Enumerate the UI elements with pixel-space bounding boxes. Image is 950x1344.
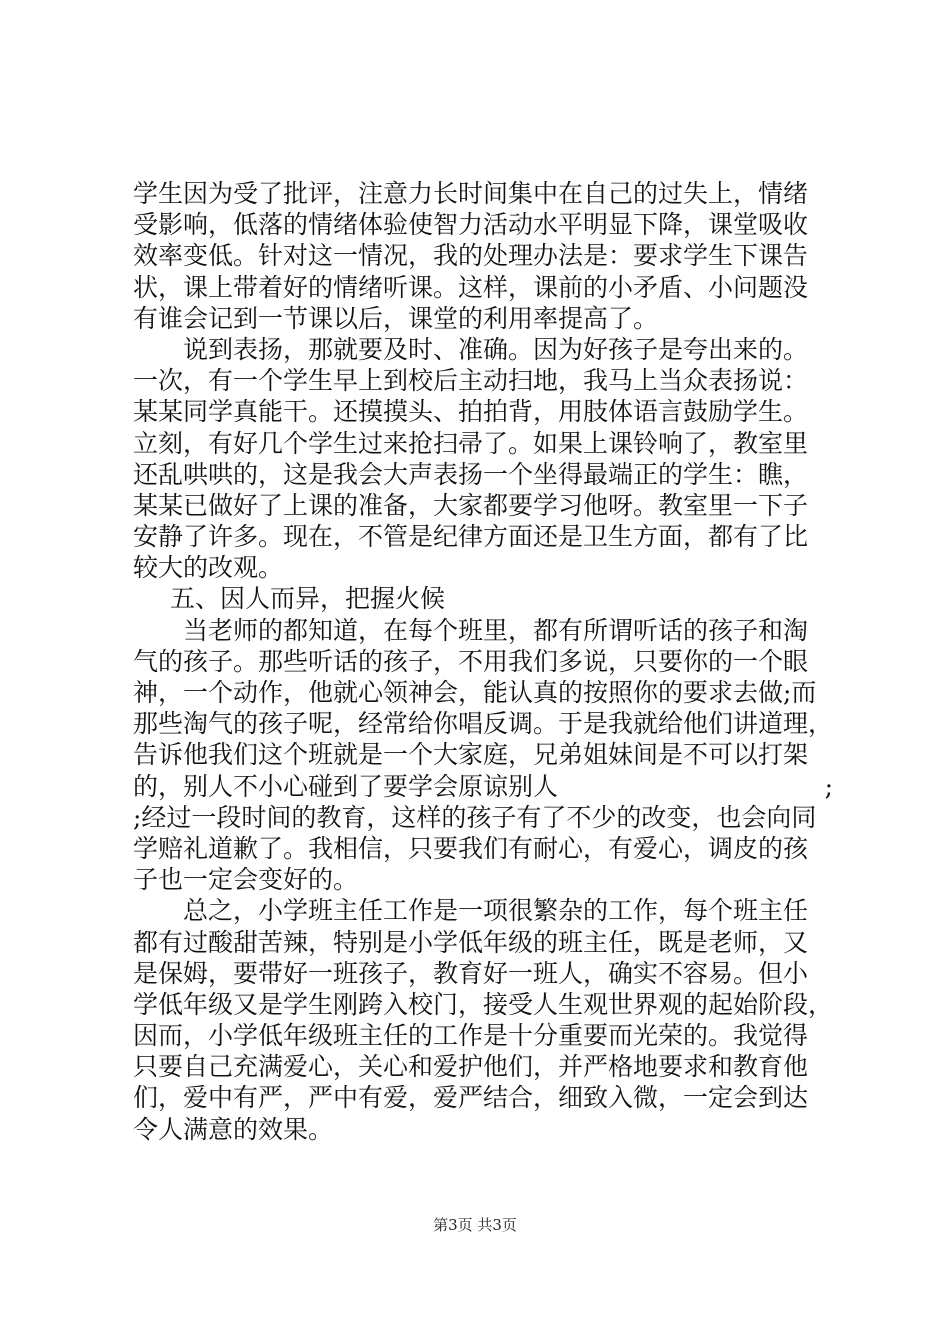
text-line: 有谁会记到一节课以后，课堂的利用率提高了。 [133, 303, 659, 333]
text-segment: ; [824, 771, 833, 801]
text-line: 立刻，有好几个学生过来抢扫帚了。如果上课铃响了，教室里 [133, 428, 809, 458]
text-line: 学低年级又是学生刚跨入校门，接受人生观世界观的起始阶段， [133, 989, 833, 1019]
page-footer [0, 1214, 950, 1235]
text-line: 只要自己充满爱心，关心和爱护他们，并严格地要求和教育他 [133, 1052, 809, 1082]
justified-line [133, 771, 833, 802]
text-line: 某某同学真能干。还摸摸头、拍拍背，用肢体语言鼓励学生。 [133, 397, 809, 427]
text-line: 效率变低。针对这一情况，我的处理办法是：要求学生下课告 [133, 241, 809, 271]
paragraph-start-line: 总之，小学班主任工作是一项很繁杂的工作，每个班主任 [183, 896, 809, 926]
text-line: 神，一个动作，他就心领神会，能认真的按照你的要求去做;而 [133, 678, 817, 707]
paragraph-start-line: 说到表扬，那就要及时、准确。因为好孩子是夸出来的。 [183, 334, 809, 364]
text-line: 因而，小学低年级班主任的工作是十分重要而光荣的。我觉得 [133, 1021, 809, 1051]
paragraph-start-line: 当老师的都知道，在每个班里，都有所谓听话的孩子和淘 [183, 615, 809, 645]
text-line: 都有过酸甜苦辣，特别是小学低年级的班主任，既是老师，又 [133, 927, 809, 957]
text-line: 学生因为受了批评，注意力长时间集中在自己的过失上，情绪 [133, 179, 809, 208]
text-segment: 的，别人不小心碰到了要学会原谅别人 [133, 771, 559, 801]
text-line: 某某已做好了上课的准备，大家都要学习他呀。教室里一下子 [133, 490, 809, 520]
text-line: ;经过一段时间的教育，这样的孩子有了不少的改变，也会向同 [133, 802, 817, 832]
text-line: 安静了许多。现在，不管是纪律方面还是卫生方面，都有了比 [133, 522, 809, 552]
text-line: 还乱哄哄的，这是我会大声表扬一个坐得最端正的学生：瞧， [133, 459, 809, 489]
text-line: 一次，有一个学生早上到校后主动扫地，我马上当众表扬说： [133, 366, 809, 396]
text-line: 那些淘气的孩子呢，经常给你唱反调。于是我就给他们讲道理， [133, 709, 833, 739]
text-line: 们，爱中有严，严中有爱，爱严结合，细致入微，一定会到达 [133, 1083, 809, 1113]
text-line: 告诉他我们这个班就是一个大家庭，兄弟姐妹间是不可以打架 [133, 740, 809, 770]
text-line: 令人满意的效果。 [133, 1114, 334, 1144]
section-heading: 五、因人而异，把握火候 [170, 584, 446, 614]
document-body [133, 178, 833, 1145]
text-line: 状，课上带着好的情绪听课。这样，课前的小矛盾、小问题没 [133, 272, 809, 302]
text-line: 较大的改观。 [133, 553, 284, 583]
text-line: 子也一定会变好的。 [133, 865, 359, 895]
text-line: 气的孩子。那些听话的孩子，不用我们多说，只要你的一个眼 [133, 646, 809, 676]
text-line: 是保姆，要带好一班孩子，教育好一班人，确实不容易。但小 [133, 958, 809, 988]
text-line: 受影响，低落的情绪体验使智力活动水平明显下降，课堂吸收 [133, 210, 809, 240]
page-number-label: 第3页 共3页 [433, 1216, 517, 1234]
text-line: 学赔礼道歉了。我相信，只要我们有耐心，有爱心，调皮的孩 [133, 833, 809, 863]
